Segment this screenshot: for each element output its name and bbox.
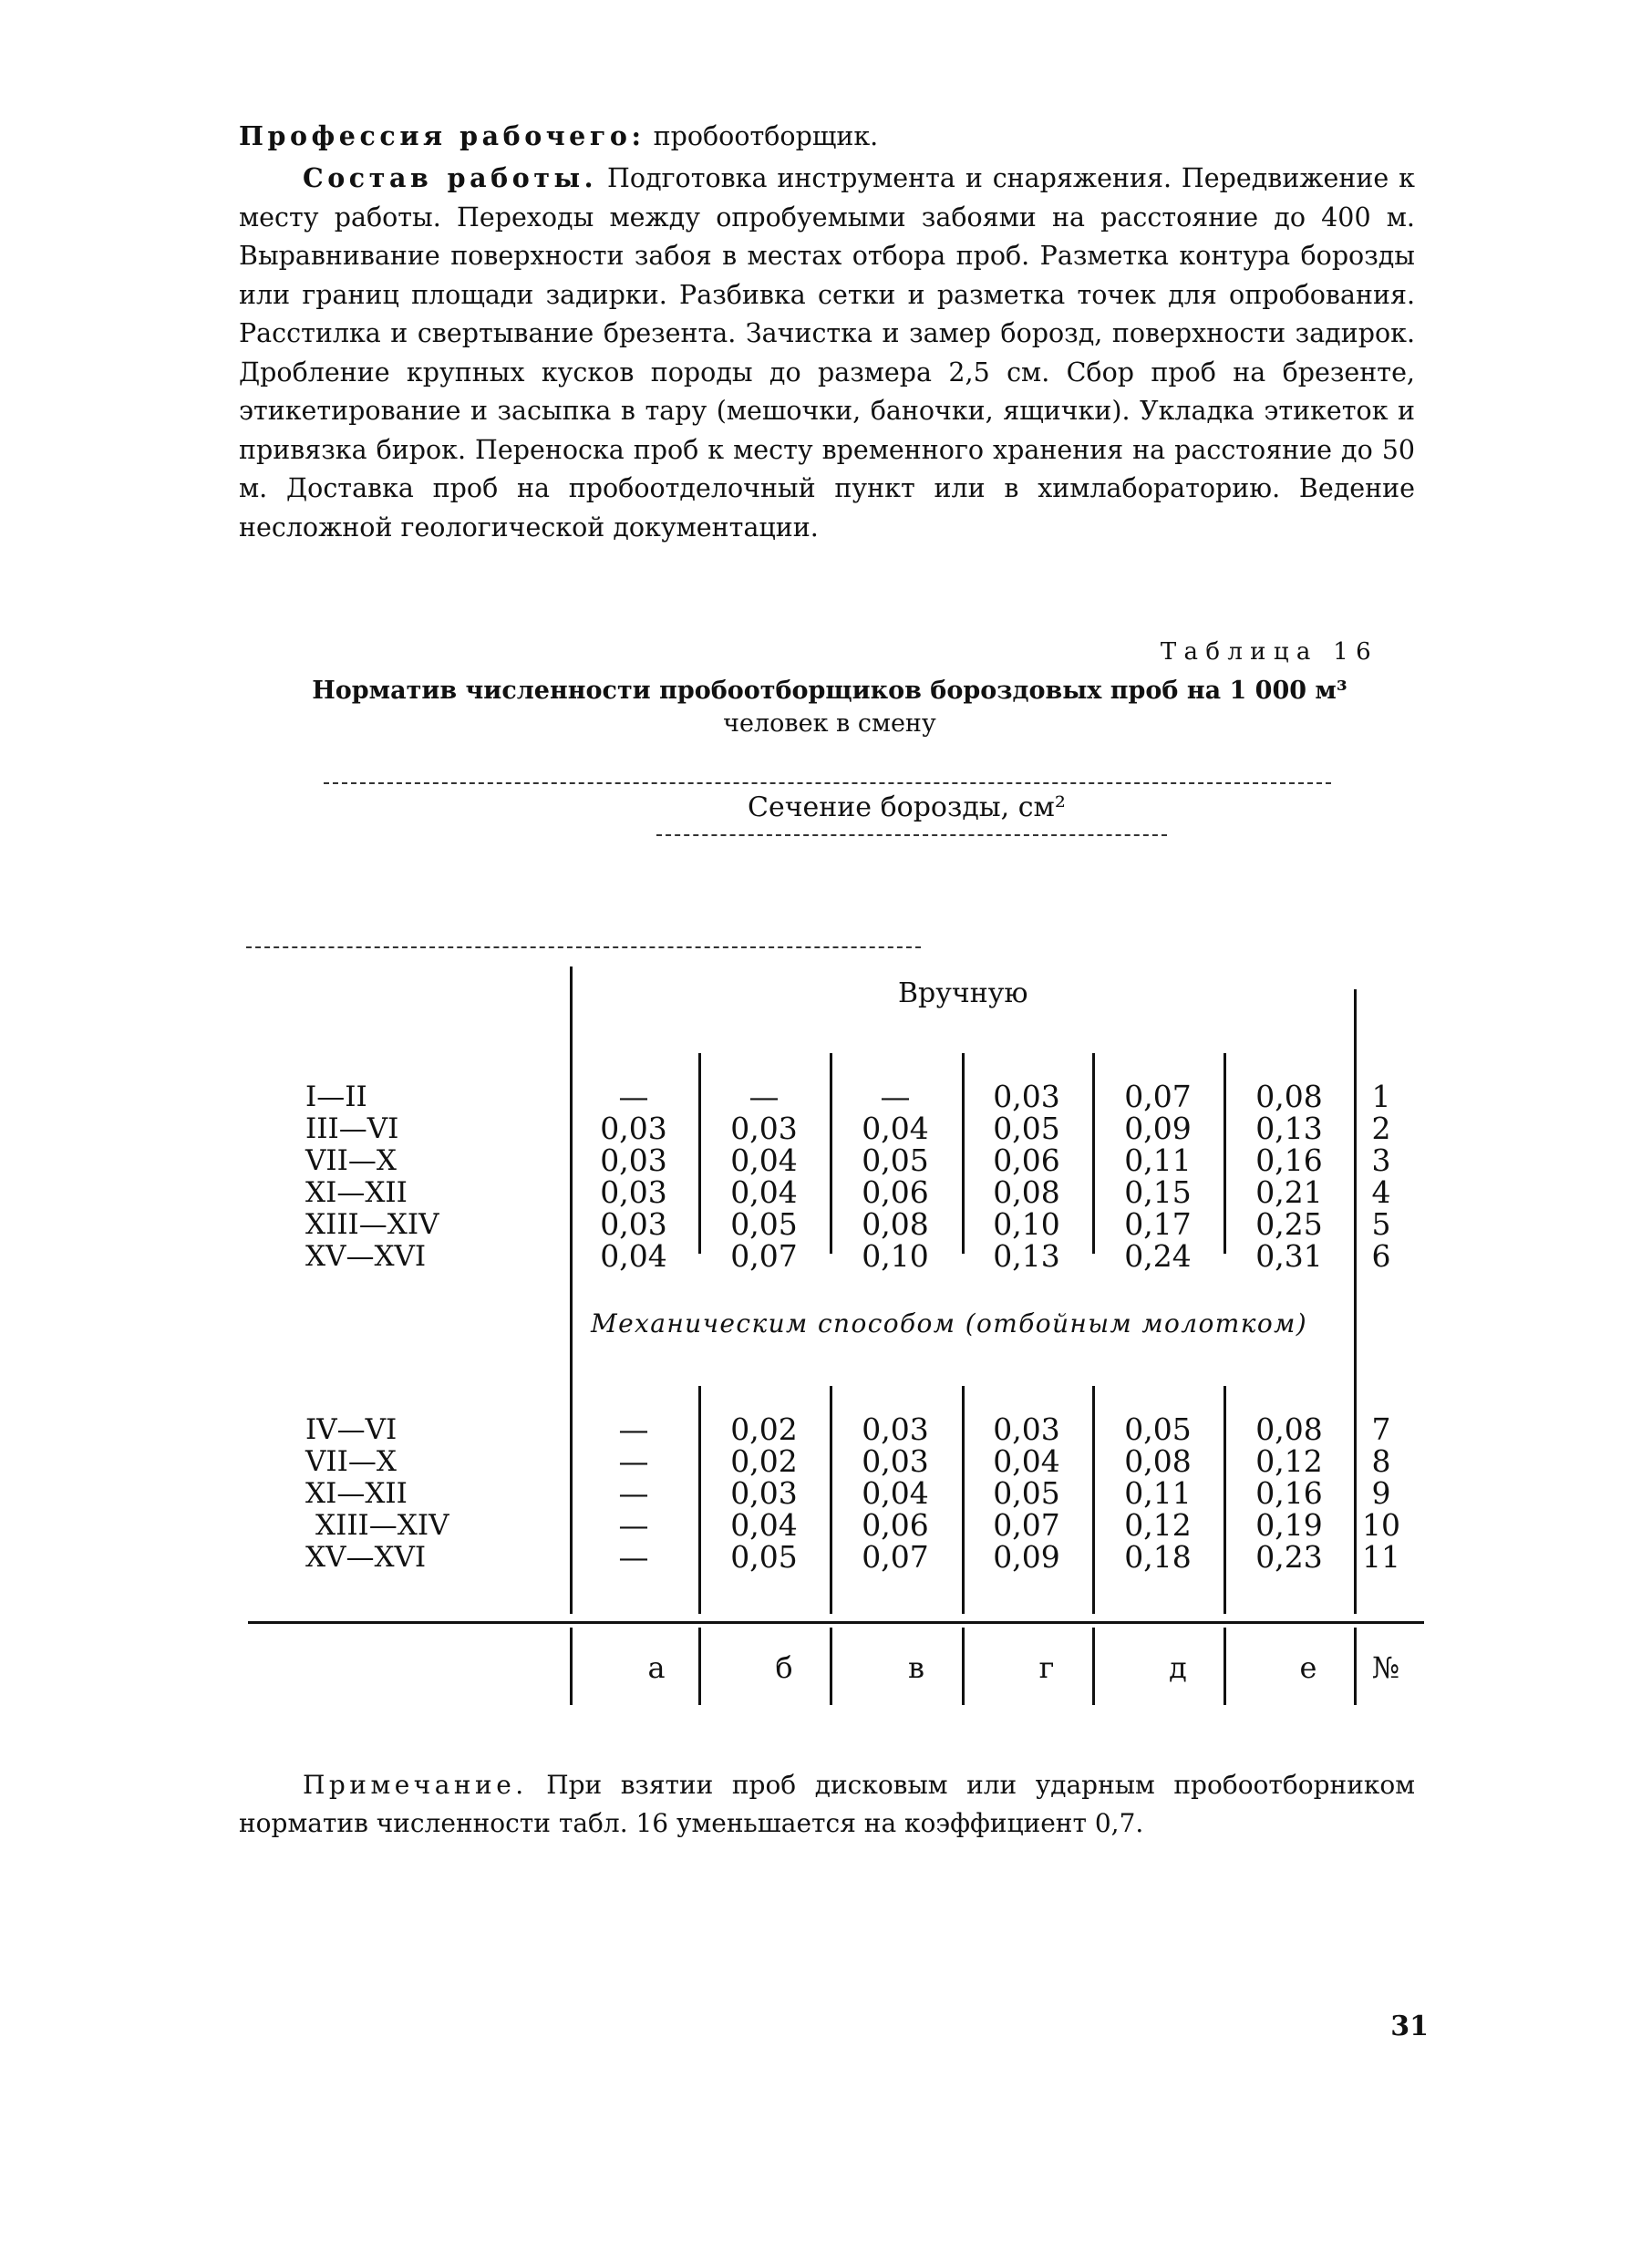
- column-rule-main-left: [570, 966, 573, 1614]
- table-title-block: [255, 675, 1404, 740]
- row-number: 7: [1371, 1411, 1391, 1447]
- row-category: XIII—XIV: [305, 1208, 439, 1241]
- cell-f: 0,08: [1255, 1411, 1323, 1447]
- row-category: VII—X: [305, 1144, 397, 1177]
- cell-f: 0,21: [1255, 1174, 1323, 1210]
- row-number: 3: [1371, 1142, 1391, 1178]
- profession-text: пробоотборщик.: [645, 121, 879, 151]
- column-rule: [1092, 1053, 1095, 1254]
- cell-e: 0,05: [1124, 1411, 1192, 1447]
- cell-d: 0,03: [993, 1079, 1060, 1114]
- column-rule-main-right: [1354, 989, 1357, 1614]
- note-label: Примечание.: [303, 1770, 528, 1800]
- cell-a: 0,04: [600, 1238, 667, 1274]
- row-category: III—VI: [305, 1112, 399, 1145]
- cell-f: 0,08: [1255, 1079, 1323, 1114]
- cell-d: 0,06: [993, 1142, 1060, 1178]
- row-number: 5: [1371, 1206, 1391, 1242]
- cell-c: 0,05: [862, 1142, 929, 1178]
- note-block: [239, 1766, 1415, 1843]
- cell-e: 0,09: [1124, 1111, 1192, 1146]
- row-number: 10: [1362, 1507, 1400, 1543]
- work-composition-paragraph: [239, 159, 1415, 547]
- cell-f: 0,13: [1255, 1111, 1323, 1146]
- cell-b: —: [749, 1079, 780, 1114]
- cell-c: 0,10: [862, 1238, 929, 1274]
- column-rule: [698, 1386, 701, 1614]
- header-rule-sub: [656, 834, 1167, 836]
- cell-b: 0,03: [730, 1475, 798, 1511]
- cell-e: 0,17: [1124, 1206, 1192, 1242]
- cell-b: 0,07: [730, 1238, 798, 1274]
- cell-e: 0,15: [1124, 1174, 1192, 1210]
- cell-b: 0,03: [730, 1111, 798, 1146]
- note-text: При взятии проб дисковым или ударным пробоотборником норматив численности табл. 16 уменьшается на коэффициент 0,7.: [239, 1770, 1415, 1838]
- cell-f: 0,12: [1255, 1443, 1323, 1479]
- column-label-e: е: [1299, 1650, 1317, 1685]
- cell-b: 0,04: [730, 1174, 798, 1210]
- row-number: 6: [1371, 1238, 1391, 1274]
- column-rule: [830, 1386, 832, 1614]
- table-title: Норматив численности пробоотборщиков бороздовых проб на 1 000 м³: [312, 677, 1347, 705]
- profession-label: Профессия рабочего:: [239, 120, 645, 151]
- cell-a: —: [618, 1507, 649, 1543]
- column-rule: [830, 1053, 832, 1254]
- row-number: 4: [1371, 1174, 1391, 1210]
- cell-a: —: [618, 1079, 649, 1114]
- cell-a: —: [618, 1411, 649, 1447]
- cell-e: 0,11: [1124, 1475, 1192, 1511]
- footer-rule: [698, 1628, 701, 1705]
- column-label-a: а: [647, 1650, 666, 1685]
- cell-a: —: [618, 1539, 649, 1575]
- column-label-number: №: [1371, 1650, 1400, 1685]
- cell-b: 0,04: [730, 1142, 798, 1178]
- cell-b: 0,05: [730, 1206, 798, 1242]
- cell-e: 0,07: [1124, 1079, 1192, 1114]
- cell-f: 0,16: [1255, 1142, 1323, 1178]
- profession-paragraph: [239, 117, 1415, 157]
- cell-a: 0,03: [600, 1174, 667, 1210]
- column-label-b: б: [775, 1650, 793, 1685]
- cell-f: 0,31: [1255, 1238, 1323, 1274]
- row-category: XIII—XIV: [315, 1509, 449, 1542]
- row-category: I—II: [305, 1080, 367, 1113]
- cell-d: 0,05: [993, 1111, 1060, 1146]
- row-category: VII—X: [305, 1445, 397, 1478]
- cell-d: 0,03: [993, 1411, 1060, 1447]
- cell-d: 0,13: [993, 1238, 1060, 1274]
- cell-a: 0,03: [600, 1111, 667, 1146]
- footer-rule: [1224, 1628, 1226, 1705]
- column-label-v: в: [907, 1650, 924, 1685]
- page-number: 31: [1390, 2010, 1429, 2042]
- row-category: XI—XII: [305, 1176, 408, 1209]
- work-text: Подготовка инструмента и снаряжения. Передвижение к месту работы. Переходы между опробуемыми забоями на расстояние до 400 м. Выравнивание поверхности забоя в местах отбора проб. Разметка контура борозды или границ площади задирки. Разбивка сетки и разметка точек для опробования. Расстилка и свертывание брезента. Зачистка и замер борозд, поверхности задирок. Дробление крупных кусков породы до размера 2,5 см. Сбор проб на брезенте, этикетирование и засыпка в тару (мешочки, баночки, ящички). Укладка этикеток и привязка бирок. Переноска проб к месту временного хранения на расстояние до 50 м. Доставка проб на пробоотделочный пункт или в химлабораторию. Ведение несложной геологической документации.: [239, 163, 1415, 543]
- table-bottom-rule: [248, 1621, 1424, 1624]
- column-rule: [962, 1053, 965, 1254]
- column-rule: [698, 1053, 701, 1254]
- cell-d: 0,09: [993, 1539, 1060, 1575]
- section-size-header: Сечение борозды, см²: [748, 791, 1066, 823]
- header-rule-top: [324, 782, 1331, 784]
- column-rule: [1224, 1053, 1226, 1254]
- cell-c: 0,07: [862, 1539, 929, 1575]
- cell-f: 0,23: [1255, 1539, 1323, 1575]
- table-label: Таблица 16: [1160, 638, 1378, 666]
- cell-d: 0,10: [993, 1206, 1060, 1242]
- cell-c: 0,06: [862, 1507, 929, 1543]
- row-number: 2: [1371, 1111, 1391, 1146]
- cell-b: 0,02: [730, 1411, 798, 1447]
- cell-e: 0,18: [1124, 1539, 1192, 1575]
- note-paragraph: [239, 1766, 1415, 1843]
- cell-e: 0,08: [1124, 1443, 1192, 1479]
- cell-c: 0,04: [862, 1111, 929, 1146]
- cell-c: 0,03: [862, 1443, 929, 1479]
- column-rule: [1092, 1386, 1095, 1614]
- row-category: IV—VI: [305, 1413, 398, 1446]
- cell-e: 0,11: [1124, 1142, 1192, 1178]
- cell-d: 0,07: [993, 1507, 1060, 1543]
- cell-d: 0,05: [993, 1475, 1060, 1511]
- column-label-d: д: [1169, 1650, 1187, 1685]
- cell-c: 0,03: [862, 1411, 929, 1447]
- cell-e: 0,24: [1124, 1238, 1192, 1274]
- cell-c: 0,06: [862, 1174, 929, 1210]
- cell-b: 0,04: [730, 1507, 798, 1543]
- cell-e: 0,12: [1124, 1507, 1192, 1543]
- cell-d: 0,08: [993, 1174, 1060, 1210]
- cell-b: 0,05: [730, 1539, 798, 1575]
- column-rule: [962, 1386, 965, 1614]
- row-number: 8: [1371, 1443, 1391, 1479]
- column-rule: [1224, 1386, 1226, 1614]
- footer-rule: [570, 1628, 573, 1705]
- footer-rule: [830, 1628, 832, 1705]
- cell-a: —: [618, 1475, 649, 1511]
- header-rule-bottom: [246, 946, 921, 948]
- row-number: 9: [1371, 1475, 1391, 1511]
- cell-f: 0,25: [1255, 1206, 1323, 1242]
- cell-d: 0,04: [993, 1443, 1060, 1479]
- cell-c: —: [880, 1079, 911, 1114]
- manual-section-title: Вручную: [898, 977, 1028, 1009]
- footer-rule: [1092, 1628, 1095, 1705]
- mechanical-section-title: Механическим способом (отбойным молотком): [591, 1308, 1308, 1339]
- footer-rule: [1354, 1628, 1357, 1705]
- cell-f: 0,19: [1255, 1507, 1323, 1543]
- row-number: 1: [1371, 1079, 1391, 1114]
- cell-c: 0,04: [862, 1475, 929, 1511]
- cell-f: 0,16: [1255, 1475, 1323, 1511]
- row-category: XI—XII: [305, 1477, 408, 1510]
- cell-a: 0,03: [600, 1206, 667, 1242]
- row-category: XV—XVI: [305, 1240, 427, 1273]
- cell-a: 0,03: [600, 1142, 667, 1178]
- footer-rule: [962, 1628, 965, 1705]
- cell-a: —: [618, 1443, 649, 1479]
- row-category: XV—XVI: [305, 1541, 427, 1574]
- column-label-g: г: [1038, 1650, 1055, 1685]
- cell-b: 0,02: [730, 1443, 798, 1479]
- work-label: Состав работы.: [303, 162, 598, 193]
- row-number: 11: [1362, 1539, 1400, 1575]
- table-subtitle: человек в смену: [723, 709, 936, 738]
- cell-c: 0,08: [862, 1206, 929, 1242]
